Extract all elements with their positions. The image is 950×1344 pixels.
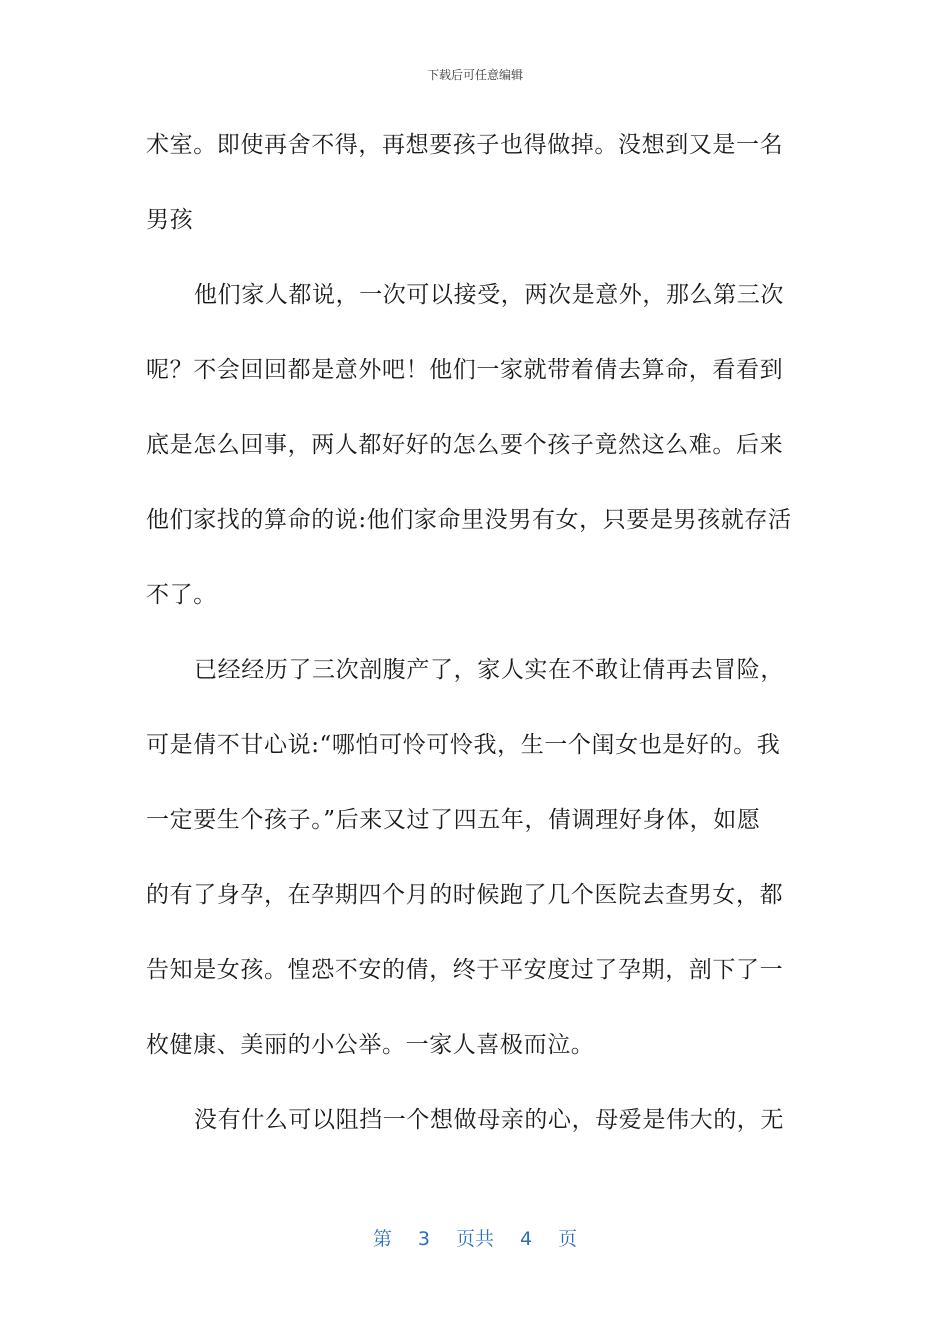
text-line-8: 已经经历了三次剖腹产了，家人实在不敢让倩再去冒险，	[194, 657, 784, 683]
text-line-4: 呢？不会回回都是意外吧！他们一家就带着倩去算命，看看到	[146, 357, 784, 383]
text-line-9: 可是倩不甘心说:“哪怕可怜可怜我，生一个闺女也是好的。我	[146, 732, 781, 758]
document-body	[146, 108, 806, 1158]
text-line-1: 术室。即使再舍不得，再想要孩子也得做掉。没想到又是一名	[146, 132, 784, 158]
page-footer	[0, 1224, 950, 1251]
text-line-10: 一定要生个孩子。”后来又过了四五年，倩调理好身体，如愿	[146, 807, 761, 833]
text-line-2: 男孩	[146, 207, 194, 233]
text-line-3: 他们家人都说，一次可以接受，两次是意外，那么第三次	[194, 282, 784, 308]
page-header: 下载后可任意编辑	[426, 68, 523, 82]
footer-label-of: 页共	[455, 1228, 494, 1250]
text-line-5: 底是怎么回事，两人都好好的怎么要个孩子竟然这么难。后来	[146, 432, 784, 458]
footer-current-page: 3	[417, 1228, 430, 1250]
text-line-6: 他们家找的算命的说:他们家命里没男有女，只要是男孩就存活	[146, 507, 792, 533]
footer-label-page: 第	[372, 1228, 392, 1250]
text-line-7: 不了。	[146, 582, 217, 608]
text-line-13: 枚健康、美丽的小公举。一家人喜极而泣。	[146, 1032, 595, 1058]
footer-label-end: 页	[558, 1228, 578, 1250]
text-line-11: 的有了身孕，在孕期四个月的时候跑了几个医院去查男女，都	[146, 882, 784, 908]
text-line-12: 告知是女孩。惶恐不安的倩，终于平安度过了孕期，剖下了一	[146, 957, 784, 983]
footer-total-pages: 4	[520, 1228, 533, 1250]
text-line-14: 没有什么可以阻挡一个想做母亲的心，母爱是伟大的，无	[194, 1107, 784, 1133]
